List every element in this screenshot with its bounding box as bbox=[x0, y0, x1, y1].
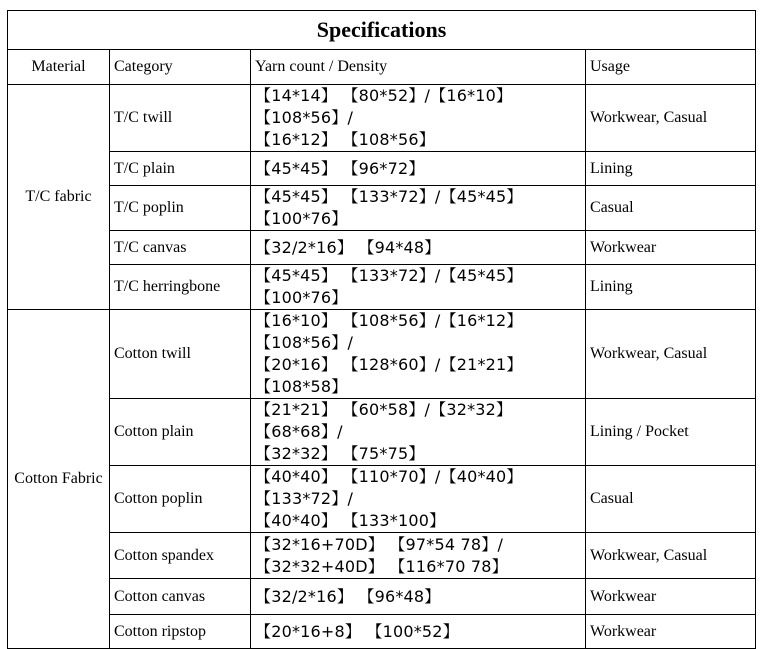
density-cell: 【14*14】 【80*52】/【16*10】 【108*56】/ 【16*12】 【108*56】 bbox=[251, 85, 586, 152]
header-material: Material bbox=[8, 50, 110, 85]
density-cell: 【32*16+70D】 【97*54 78】/ 【32*32+40D】 【116*70 78】 bbox=[251, 533, 586, 579]
density-cell: 【45*45】 【133*72】/【45*45】 【100*76】 bbox=[251, 186, 586, 231]
density-cell: 【16*10】 【108*56】/【16*12】 【108*56】/ 【20*16】 【128*60】/【21*21】 【108*58】 bbox=[251, 310, 586, 399]
usage-cell: Casual bbox=[586, 466, 756, 533]
category-cell: T/C herringbone bbox=[110, 265, 251, 310]
density-cell: 【20*16+8】 【100*52】 bbox=[251, 615, 586, 649]
table-row bbox=[8, 466, 756, 533]
usage-cell: Workwear, Casual bbox=[586, 533, 756, 579]
table-row bbox=[8, 399, 756, 466]
table-row bbox=[8, 85, 756, 152]
header-row bbox=[8, 50, 756, 85]
density-cell: 【40*40】 【110*70】/【40*40】 【133*72】/ 【40*40】 【133*100】 bbox=[251, 466, 586, 533]
category-cell: T/C twill bbox=[110, 85, 251, 152]
table-title: Specifications bbox=[8, 11, 756, 50]
table-row bbox=[8, 310, 756, 399]
specifications-table bbox=[7, 10, 756, 649]
category-cell: Cotton plain bbox=[110, 399, 251, 466]
usage-cell: Casual bbox=[586, 186, 756, 231]
usage-cell: Lining / Pocket bbox=[586, 399, 756, 466]
table-row bbox=[8, 533, 756, 579]
density-cell: 【32/2*16】 【94*48】 bbox=[251, 231, 586, 265]
usage-cell: Workwear bbox=[586, 615, 756, 649]
usage-cell: Workwear, Casual bbox=[586, 310, 756, 399]
category-cell: Cotton canvas bbox=[110, 579, 251, 615]
category-cell: T/C poplin bbox=[110, 186, 251, 231]
category-cell: T/C canvas bbox=[110, 231, 251, 265]
header-usage: Usage bbox=[586, 50, 756, 85]
category-cell: T/C plain bbox=[110, 152, 251, 186]
category-cell: Cotton poplin bbox=[110, 466, 251, 533]
table-row bbox=[8, 265, 756, 310]
category-cell: Cotton twill bbox=[110, 310, 251, 399]
title-row bbox=[8, 11, 756, 50]
usage-cell: Workwear bbox=[586, 579, 756, 615]
header-category: Category bbox=[110, 50, 251, 85]
usage-cell: Workwear bbox=[586, 231, 756, 265]
table-row bbox=[8, 186, 756, 231]
table-body bbox=[8, 85, 756, 649]
usage-cell: Workwear, Casual bbox=[586, 85, 756, 152]
density-cell: 【21*21】 【60*58】/【32*32】 【68*68】/ 【32*32】 【75*75】 bbox=[251, 399, 586, 466]
material-cell: T/C fabric bbox=[8, 85, 110, 310]
density-cell: 【32/2*16】 【96*48】 bbox=[251, 579, 586, 615]
category-cell: Cotton ripstop bbox=[110, 615, 251, 649]
usage-cell: Lining bbox=[586, 152, 756, 186]
table-row bbox=[8, 615, 756, 649]
category-cell: Cotton spandex bbox=[110, 533, 251, 579]
usage-cell: Lining bbox=[586, 265, 756, 310]
table-row bbox=[8, 231, 756, 265]
header-yarn-density: Yarn count / Density bbox=[251, 50, 586, 85]
material-cell: Cotton Fabric bbox=[8, 310, 110, 649]
table-row bbox=[8, 152, 756, 186]
density-cell: 【45*45】 【133*72】/【45*45】 【100*76】 bbox=[251, 265, 586, 310]
density-cell: 【45*45】 【96*72】 bbox=[251, 152, 586, 186]
table-row bbox=[8, 579, 756, 615]
